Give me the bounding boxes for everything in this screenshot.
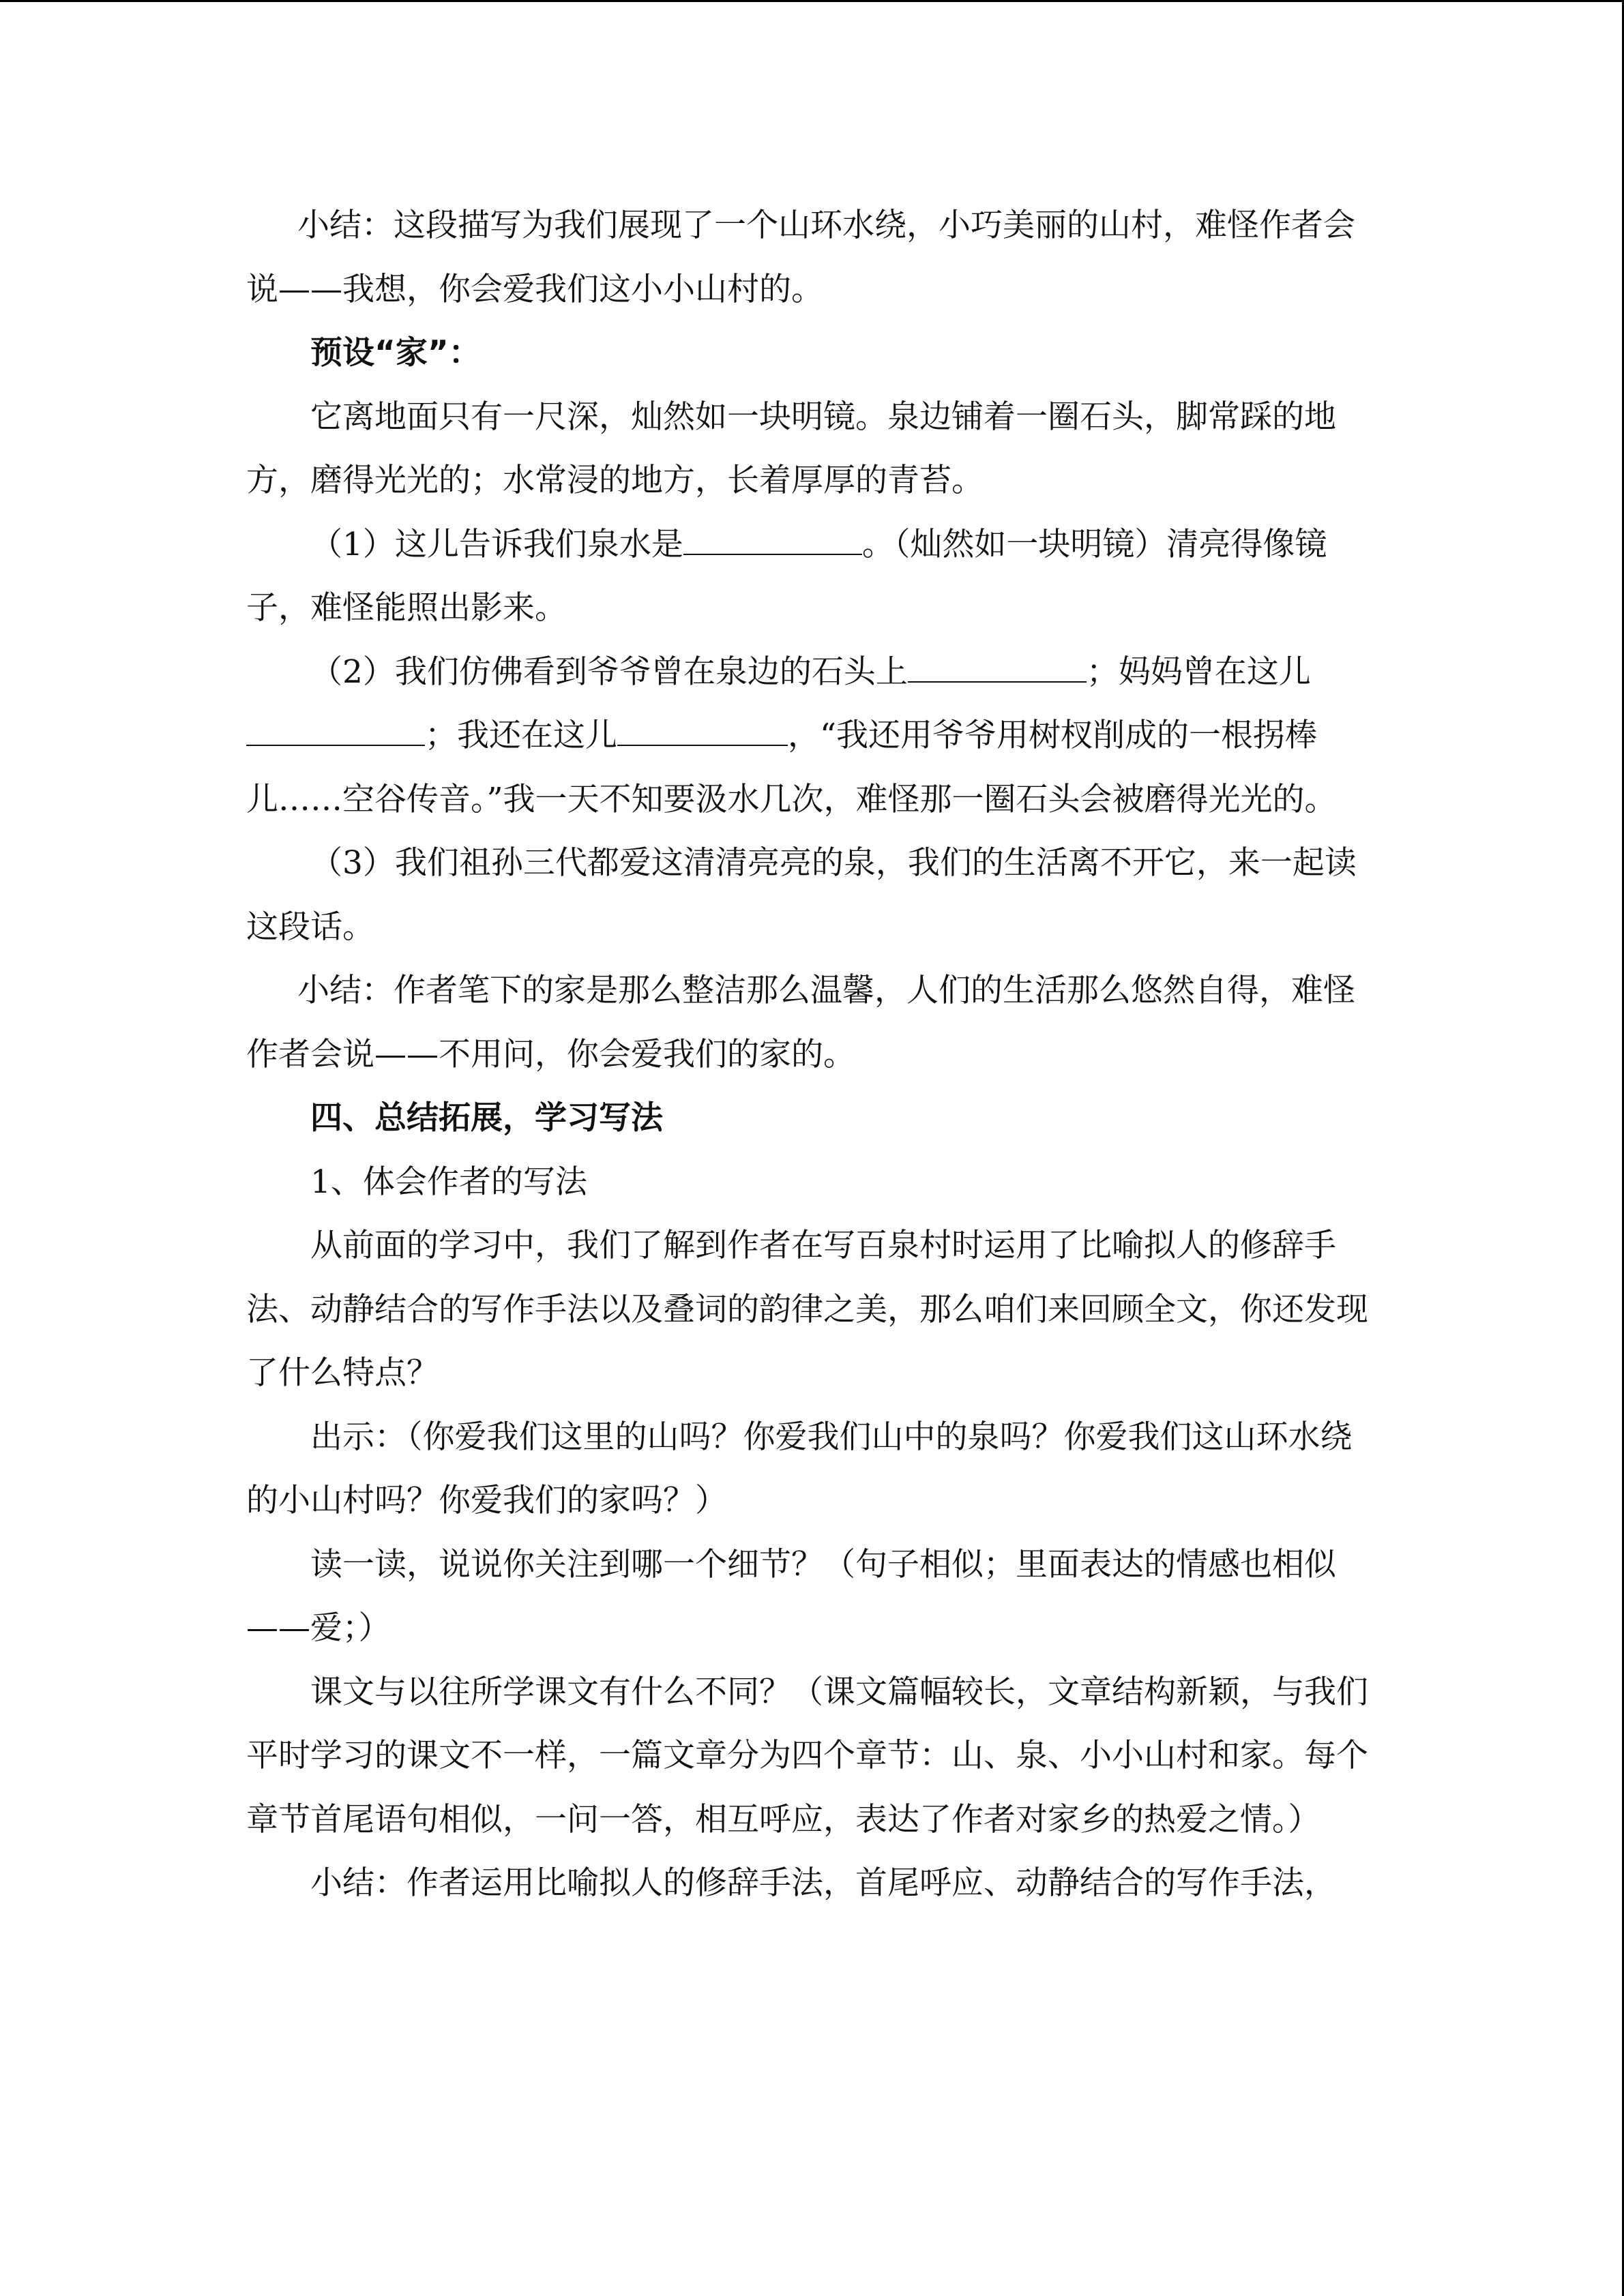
question-1-text-b: 。（灿然如一块明镜）清亮得像镜子，难怪能照出影来。 (246, 525, 1327, 627)
summary-paragraph-village: 小结：这段描写为我们展现了一个山环水绕，小巧美丽的山村，难怪作者会说——我想，你会爱我们这小小山村的。 (246, 207, 1355, 308)
subheading-writing-method: 1、体会作者的写法 (310, 1163, 587, 1201)
paragraph-review: 从前面的学习中，我们了解到作者在写百泉村时运用了比喻拟人的修辞手法、动静结合的写作手法以及叠词的韵律之美，那么咱们来回顾全文，你还发现了什么特点？ (246, 1227, 1368, 1392)
fill-blank (683, 526, 862, 555)
paragraph-read: 读一读，说说你关注到哪一个细节？（句子相似；里面表达的情感也相似——爱；） (246, 1545, 1336, 1647)
fill-blank (617, 717, 788, 746)
question-2-text-b: ；妈妈曾在这儿 (1086, 653, 1311, 691)
question-1 (246, 513, 1378, 640)
question-2-text-c: ；我还在这儿 (425, 717, 617, 754)
fill-blank (908, 654, 1087, 683)
paragraph-spring-description: 它离地面只有一尺深，灿然如一块明镜。泉边铺着一圈石头，脚常踩的地方，磨得光光的；水常浸的地方，长着厚厚的青苔。 (246, 398, 1336, 499)
summary-paragraph-final: 小结：作者运用比喻拟人的修辞手法，首尾呼应、动静结合的写作手法， (310, 1864, 1336, 1902)
section-heading-home: 预设“家”： (310, 334, 481, 372)
question-1-text-a: （1）这儿告诉我们泉水是 (310, 525, 683, 563)
question-2 (246, 640, 1378, 832)
paragraph-show: 出示：（你爱我们这里的山吗？你爱我们山中的泉吗？你爱我们这山环水绕的小山村吗？你爱我们的家吗？） (246, 1418, 1353, 1519)
section-heading-4: 四、总结拓展，学习写法 (310, 1099, 663, 1137)
paragraph-difference: 课文与以往所学课文有什么不同？（课文篇幅较长，文章结构新颖，与我们平时学习的课文不一样，一篇文章分为四个章节：山、泉、小小山村和家。每个章节首尾语句相似，一问一答，相互呼应，表达了作者对家乡的热爱之情。） (246, 1673, 1368, 1838)
question-3: （3）我们祖孙三代都爱这清清亮亮的泉，我们的生活离不开它，来一起读这段话。 (246, 844, 1357, 946)
fill-blank (246, 717, 425, 746)
question-2-text-d: ，“我还用爷爷用树杈削成的一根拐棒儿……空谷传音。”我一天不知要汲水几次，难怪那一圈石头会被磨得光光的。 (246, 717, 1337, 818)
document-body (246, 194, 1378, 1915)
question-2-text-a: （2）我们仿佛看到爷爷曾在泉边的石头上 (310, 653, 908, 691)
summary-paragraph-home: 小结：作者笔下的家是那么整洁那么温馨，人们的生活那么悠然自得，难怪作者会说——不用问，你会爱我们的家的。 (246, 972, 1355, 1073)
